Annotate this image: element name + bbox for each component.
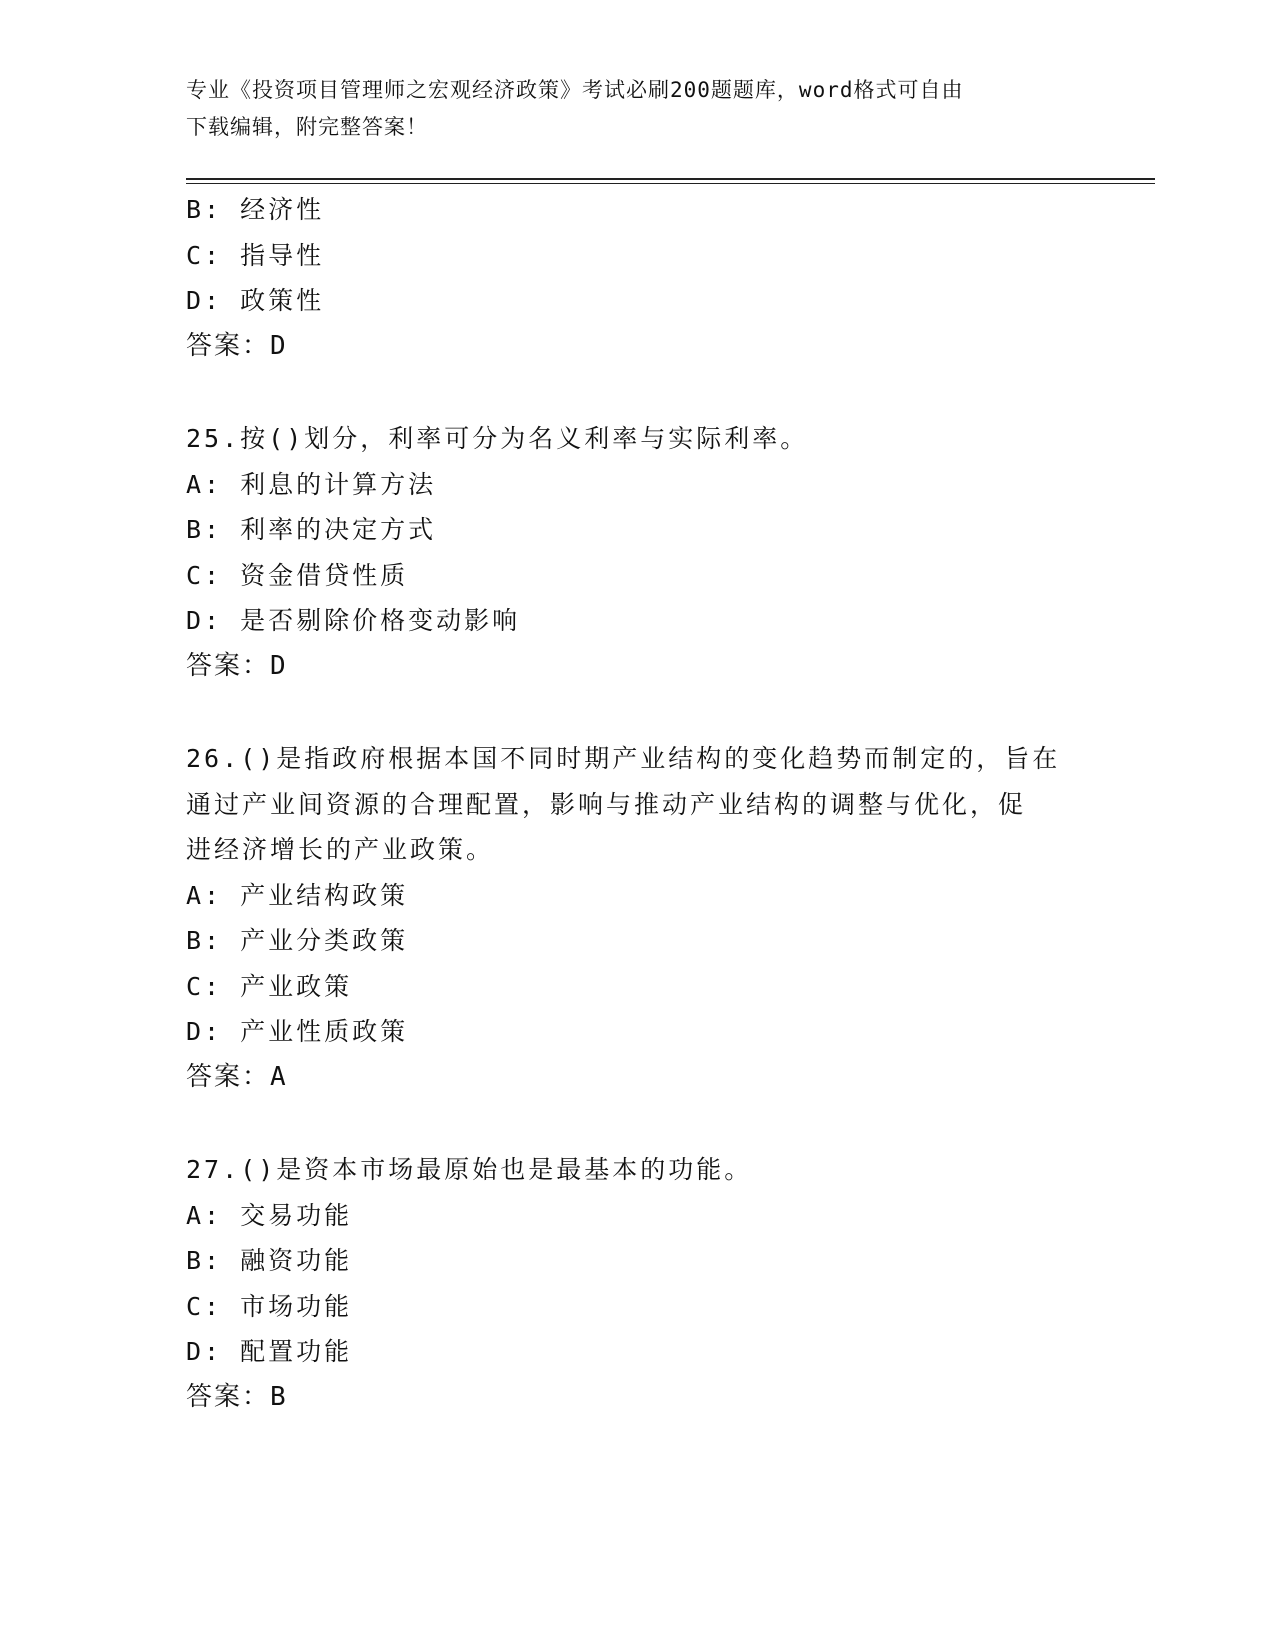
option-d: D: 配置功能 xyxy=(186,1337,353,1366)
option-a: A: 交易功能 xyxy=(186,1200,353,1230)
option-c: C: 市场功能 xyxy=(186,1291,353,1321)
question-stem-line: 26.()是指政府根据本国不同时期产业结构的变化趋势而制定的，旨在 xyxy=(186,744,1061,773)
option-a: A: 产业结构政策 xyxy=(186,880,409,910)
option-d: D: 政策性 xyxy=(186,286,325,315)
option-d: D: 产业性质政策 xyxy=(186,1017,409,1046)
answer-line: 答案：A xyxy=(186,1061,288,1092)
question-26 xyxy=(186,736,1086,1100)
option-b: B: 产业分类政策 xyxy=(186,926,409,955)
option-a: A: 利息的计算方法 xyxy=(186,469,437,499)
answer-line: 答案：D xyxy=(186,330,288,361)
document-header xyxy=(186,72,1086,146)
option-c: C: 产业政策 xyxy=(186,971,353,1001)
question-27 xyxy=(186,1147,1086,1420)
question-content xyxy=(186,187,1086,1420)
answer-line: 答案：B xyxy=(186,1381,288,1412)
header-title-line-2: 下载编辑，附完整答案！ xyxy=(186,115,428,139)
question-stem: 27.()是资本市场最原始也是最基本的功能。 xyxy=(186,1155,753,1184)
header-title-line-1: 专业《投资项目管理师之宏观经济政策》考试必刷200题题库，word格式可自由 xyxy=(186,78,964,102)
previous-question-tail xyxy=(186,187,1086,369)
option-b: B: 融资功能 xyxy=(186,1246,353,1275)
question-spacer xyxy=(186,369,1086,416)
question-stem: 25.按()划分，利率可分为名义利率与实际利率。 xyxy=(186,424,809,453)
question-spacer xyxy=(186,689,1086,736)
header-divider xyxy=(186,178,1155,184)
option-c: C: 资金借贷性质 xyxy=(186,560,409,590)
question-stem-line: 进经济增长的产业政策。 xyxy=(186,835,495,864)
option-b: B: 经济性 xyxy=(186,195,325,224)
answer-line: 答案：D xyxy=(186,650,288,681)
question-spacer xyxy=(186,1100,1086,1147)
option-d: D: 是否剔除价格变动影响 xyxy=(186,606,521,635)
option-c: C: 指导性 xyxy=(186,240,325,270)
question-stem-line: 通过产业间资源的合理配置，影响与推动产业结构的调整与优化，促 xyxy=(186,789,1027,819)
option-b: B: 利率的决定方式 xyxy=(186,515,437,544)
question-25 xyxy=(186,416,1086,689)
